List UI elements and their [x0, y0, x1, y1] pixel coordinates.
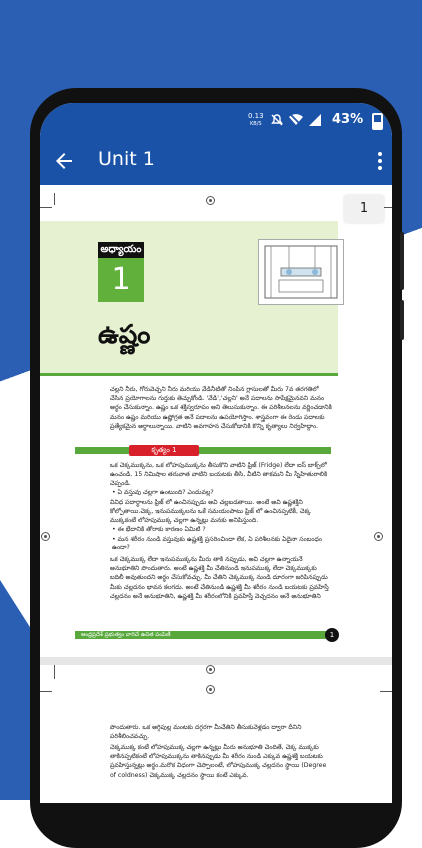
activity-label: కృత్యం 1	[129, 445, 199, 456]
crop-mark	[54, 665, 55, 679]
page-title: Unit 1	[98, 148, 155, 170]
more-options-icon[interactable]	[376, 151, 384, 171]
mute-icon	[270, 113, 284, 127]
network-speed	[248, 112, 264, 128]
page2-paragraph: చెక్కముక్క కంటే లోహపుముక్క చల్లగా ఉన్నట్లు మీరు అనుభూతి చెందితే, చెక్క ముక్కకు తాకినప్పటికంటే లోహపుముక్కను తాకినప్పుడు మీ శరీరం నుండి ఎక్కువ ఉష్ణశక్తి బయటకు ప్రవహిస్తున్నట్లు అర్థం.మరొక విధంగా చెప్పాలంటే, లోహపుముక్క చల్లదనం స్థాయి (Degree of coldness) చెక్కముక్క చల్లదనం స్థాయి కంటే ఎక్కువ.	[110, 744, 327, 779]
crop-mark	[380, 691, 392, 692]
chapter-title: ఉష్ణం	[98, 320, 151, 350]
registration-mark	[41, 532, 50, 541]
battery-icon	[372, 113, 383, 130]
page-footer: ఆంధ్రప్రదేశ్ ప్రభుత్వం వారిచే ఉచిత పంపిణీ	[75, 631, 331, 639]
network-speed-unit: KB/S	[250, 121, 262, 127]
intro-paragraph: చల్లని నీరు, గోరువెచ్చని నీరు మరియు వేడినీటితో నింపిన గ్లాసులతో మీరు 7వ తరగతిలో చేసిన ప్రయోగాలను గుర్తుకు తెచ్చుకోండి. 'వేడి','చల్లని' అనే పదాలను సాపేక్షమైనవని మనం అర్థం చేసుకున్నాం. ఉష్ణం ఒక శక్తిస్వరూపం అని తెలుసుకున్నాం. ఈ పరిశీలనలను వర్ణించడానికి మనం ఉష్ణం మరియు ఉష్ణోగ్రత అనే పదాలను ఉపయోగిస్తాం. శాస్త్రవంగా ఈ రెండు పదాలకు ప్రత్యేకమైన అర్థాలున్నాయి. వాటిని అవగాహన చేసుకోడానికి కొన్ని కృత్యాలు నిర్వహిద్దాం.	[110, 386, 332, 430]
chapter-number: 1	[98, 258, 144, 302]
bullet-text: మన శరీరం నుండి వస్తువుకు ఉష్ణశక్తి ప్రసరించిందా లేక, ఏ పరిశీలనకు ఏదైనా సంబంధం ఉందా?	[112, 536, 323, 551]
bullet-text: ఈ భేదానికి తోరాకు కారణం ఏమిటి ?	[117, 526, 206, 533]
phone-side-button	[400, 232, 404, 290]
crop-mark	[40, 207, 52, 208]
phone-side-button	[400, 300, 404, 340]
app-bar	[40, 137, 392, 185]
phone-screen	[40, 103, 392, 803]
bullet-item: • మన శరీరం నుండి వస్తువుకు ఉష్ణశక్తి ప్రసరించిందా లేక, ఏ పరిశీలనకు ఏదైనా సంబంధం ఉందా?	[112, 536, 323, 551]
status-bar	[40, 103, 392, 137]
battery-percent: 43%	[332, 112, 364, 127]
registration-mark	[374, 532, 383, 541]
registration-mark	[206, 196, 215, 205]
bullet-item: • ఈ భేదానికి తోరాకు కారణం ఏమిటి ?	[112, 526, 206, 533]
registration-mark	[206, 665, 215, 674]
bullet-item: • ఏ వస్తువు చల్లగా ఉంటుంది? ఎందువల్ల?	[112, 489, 214, 496]
page-number-badge: 1	[344, 195, 384, 223]
page2-paragraph: పొందుతారు. ఒక అగ్గిపుల్ల మంటకు దగ్గరగా మీచేతిని తీసుకువెళ్లడం ద్వారా దీనిని పరిశీలించవచ్చు.	[110, 724, 302, 741]
activity-paragraph: ఒక చెక్కముక్కను, ఒక లోహపుముక్కను తీసుకొని వాటిని ఫ్రిజ్ (Fridge) లేదా ఐస్ బాక్స్‌లో ఉంచండి. 15 నిమిషాల తరువాత వాటిని బయటకు తీసి, వీటిని తాకమని మీ స్నేహితురాలికి చెప్పండి.	[110, 462, 328, 488]
registration-mark	[206, 685, 215, 694]
activity-bar	[75, 447, 331, 454]
bullet-text: ఏ వస్తువు చల్లగా ఉంటుంది? ఎందువల్ల?	[117, 489, 214, 496]
crop-mark	[40, 691, 52, 692]
pdf-viewer[interactable]	[40, 185, 392, 803]
footer-page-number: 1	[325, 628, 339, 642]
answer-paragraph: వివిధ పదార్థాలను ఫ్రిజ్ లో ఉంచినప్పుడు అవి చల్లబడతాయి. అంటే అవి ఉష్ణశక్తిని కోల్పోతాయి.చెక్క, ఇనుపముక్కలను ఒకే సమయంపాటు ఫ్రిజ్ లో ఉంచినప్పటికీ, చెక్క ముక్కకంటే లోహపుముక్క చల్లగా ఉన్నట్లు మనకు అనిపిస్తుంది.	[110, 499, 311, 525]
apparatus-illustration	[258, 239, 344, 305]
signal-icon	[308, 113, 322, 127]
network-speed-value: 0.13	[248, 112, 264, 120]
pdf-page	[40, 185, 392, 657]
closing-paragraph: ఒక చెక్కముక్క లేదా ఇనుపముక్కను మీరు తాకి నప్పుడు, అవి చల్లగా ఉన్నాయనే అనుభూతిని పొందుతారు. అంటే ఉష్ణశక్తి మీ చేతినుండి ఇనుపముక్క లేదా చెక్కముక్కకు బదిలీ అవుతుందని అర్థం చేసుకోవచ్చు. మీ చేతిని చెక్కముక్క నుండి దూరంగా జరిపినప్పుడు మీకు చల్లదనం భావన కలగదు. అంటే చేతినుండి ఉష్ణశక్తి మీ శరీరం నుండి బయటకు ప్రవహిస్తే చల్లదనం అనే అనుభూతిని, ఉష్ణశక్తి మీ శరీరంలోనికి ప్రవహిస్తే వెచ్చదనం అనే అనుభూతిని	[110, 556, 329, 600]
back-arrow-icon[interactable]	[52, 149, 76, 173]
wifi-icon	[288, 113, 304, 127]
chapter-divider	[40, 373, 338, 376]
chapter-label: అధ్యాయం	[98, 242, 144, 258]
crop-mark	[54, 193, 55, 205]
pdf-page	[40, 665, 392, 803]
